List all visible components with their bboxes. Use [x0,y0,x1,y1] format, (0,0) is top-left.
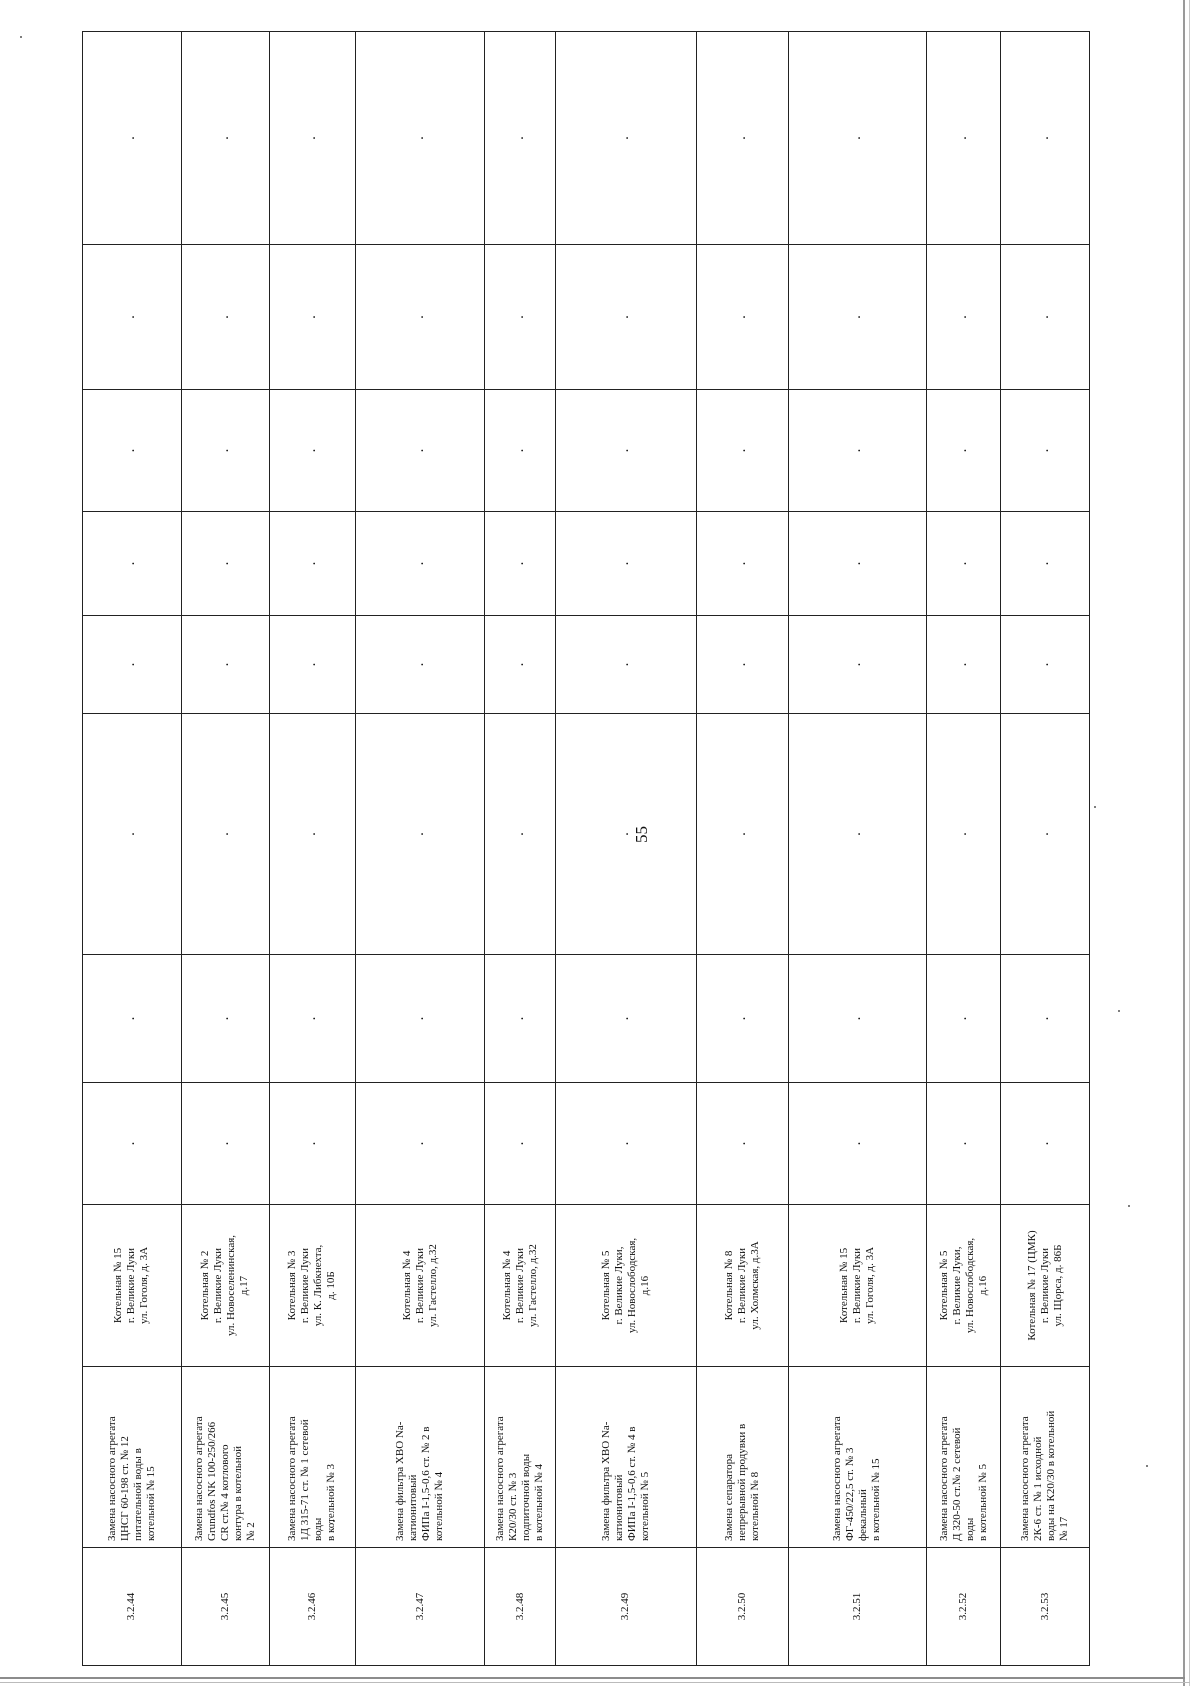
table-row [485,32,556,1666]
value-cell: . [788,390,926,512]
table-row [788,32,926,1666]
value-cell: . [1001,390,1090,512]
value-cell: . [181,616,269,714]
value-cell: . [83,714,182,955]
value-cell: . [269,512,356,616]
value-cell: . [83,955,182,1083]
row-number-cell: 3.2.52 [926,1548,1000,1666]
work-description-cell: Замена насосного агрегата 1Д 315-71 ст. № 1 сетевой воды в котельной № 3 [269,1367,356,1548]
value-cell: . [788,32,926,245]
scan-edge-bottom [0,1677,1185,1679]
value-cell: . [556,955,696,1083]
value-cell: . [83,1083,182,1205]
value-cell: . [556,512,696,616]
location-cell: Котельная № 3 г. Великие Луки ул. К. Либкнехта, д. 10Б [269,1205,356,1367]
page-number: 55 [632,826,651,843]
value-cell: . [1001,955,1090,1083]
value-cell: . [556,390,696,512]
value-cell: . [485,616,556,714]
location-cell: Котельная № 17 (ЦМК) г. Великие Луки ул. Щорса, д. 86Б [1001,1205,1090,1367]
value-cell: . [788,714,926,955]
value-cell: . [788,512,926,616]
value-cell: . [83,512,182,616]
row-number-cell: 3.2.44 [83,1548,182,1666]
value-cell: . [269,390,356,512]
work-description-cell: Замена фильтра ХВО Na- катионитовый ФИПа I-1,5-0,6 ст. № 2 в котельной № 4 [356,1367,485,1548]
row-number-cell: 3.2.46 [269,1548,356,1666]
value-cell: . [1001,616,1090,714]
value-cell: . [356,512,485,616]
scan-speck [1146,1465,1148,1467]
row-number-cell: 3.2.49 [556,1548,696,1666]
row-number-cell: 3.2.51 [788,1548,926,1666]
value-cell: . [269,955,356,1083]
value-cell: . [1001,512,1090,616]
location-cell: Котельная № 2 г. Великие Луки ул. Новоселенинская, д.17 [181,1205,269,1367]
scan-edge-bottom-secondary [0,1682,1190,1683]
value-cell: . [788,245,926,390]
table-row [269,32,356,1666]
work-description-cell: Замена сепаратора непрерывной продувки в котельной № 8 [696,1367,788,1548]
value-cell: . [556,616,696,714]
value-cell: . [696,245,788,390]
table-row [181,32,269,1666]
value-cell: . [485,714,556,955]
value-cell: . [356,390,485,512]
value-cell: . [181,1083,269,1205]
value-cell: . [269,616,356,714]
value-cell: . [356,955,485,1083]
value-cell: . [696,390,788,512]
value-cell: . [788,955,926,1083]
table-row [556,32,696,1666]
value-cell: . [696,1083,788,1205]
table-row [696,32,788,1666]
work-description-cell: Замена насосного агрегата 2К-6 ст. № 1 исходной воды на К20/30 в котельной № 17 [1001,1367,1090,1548]
work-description-cell: Замена насосного агрегата Grundfos NK 100-250/266 CR ст.№ 4 котлового контура в котельной № 2 [181,1367,269,1548]
location-cell: Котельная № 5 г. Великие Луки, ул. Новослободская, д.16 [556,1205,696,1367]
location-cell: Котельная № 8 г. Великие Луки ул. Холмская, д.3А [696,1205,788,1367]
value-cell: . [926,714,1000,955]
value-cell: . [83,32,182,245]
value-cell: . [1001,32,1090,245]
value-cell: . [696,616,788,714]
value-cell: . [926,1083,1000,1205]
value-cell: . [485,955,556,1083]
scan-edge-right [1183,0,1185,1686]
value-cell: . [556,1083,696,1205]
value-cell: . [696,955,788,1083]
table-row [926,32,1000,1666]
value-cell: . [485,512,556,616]
row-number-cell: 3.2.45 [181,1548,269,1666]
value-cell: . [181,714,269,955]
row-number-cell: 3.2.48 [485,1548,556,1666]
value-cell: . [1001,245,1090,390]
value-cell: . [926,955,1000,1083]
value-cell: . [356,714,485,955]
value-cell: . [485,390,556,512]
location-cell: Котельная № 4 г. Великие Луки ул. Гастелло, д.32 [485,1205,556,1367]
value-cell: . [485,32,556,245]
table-row [1001,32,1090,1666]
location-cell: Котельная № 5 г. Великие Луки, ул. Новослободская, д.16 [926,1205,1000,1367]
scan-speck [1118,1010,1120,1012]
location-cell: Котельная № 15 г. Великие Луки ул. Гоголя, д. 3А [83,1205,182,1367]
value-cell: . [269,245,356,390]
value-cell: . [269,1083,356,1205]
table-rotator [82,32,1090,1666]
value-cell: . [356,245,485,390]
value-cell: . [356,1083,485,1205]
value-cell: . [696,512,788,616]
row-number-cell: 3.2.47 [356,1548,485,1666]
scan-speck [1128,1205,1130,1207]
location-cell: Котельная № 4 г. Великие Луки ул. Гастелло, д.32 [356,1205,485,1367]
work-description-cell: Замена фильтра ХВО Na- катионитовый ФИПа I-1,5-0,6 ст. № 4 в котельной № 5 [556,1367,696,1548]
rotated-document-page [82,32,1090,1666]
value-cell: . [926,245,1000,390]
value-cell: . [926,512,1000,616]
scan-edge-right-secondary [1189,0,1190,1686]
value-cell: . [696,714,788,955]
value-cell: . [1001,1083,1090,1205]
value-cell: . [788,616,926,714]
value-cell: . [181,512,269,616]
value-cell: . [356,32,485,245]
value-cell: . [181,955,269,1083]
value-cell: . [556,245,696,390]
value-cell: . [926,32,1000,245]
row-number-cell: 3.2.53 [1001,1548,1090,1666]
table-row [356,32,485,1666]
value-cell: . [926,616,1000,714]
work-description-cell: Замена насосного агрегата ЦНСГ 60-198 ст. № 12 питательной воды в котельной № 15 [83,1367,182,1548]
value-cell: . [83,616,182,714]
value-cell: . [788,1083,926,1205]
value-cell: . [485,245,556,390]
scan-speck [1094,806,1096,808]
value-cell: . [556,714,696,955]
value-cell: . [926,390,1000,512]
value-cell: . [83,245,182,390]
data-table [82,31,1090,1666]
value-cell: . [181,32,269,245]
scan-speck [20,36,22,38]
value-cell: . [83,390,182,512]
row-number-cell: 3.2.50 [696,1548,788,1666]
value-cell: . [696,32,788,245]
value-cell: . [1001,714,1090,955]
table-body [83,32,1090,1666]
value-cell: . [485,1083,556,1205]
table-row [83,32,182,1666]
work-description-cell: Замена насосного агрегата Д 320-50 ст.№ 2 сетевой воды в котельной № 5 [926,1367,1000,1548]
value-cell: . [181,245,269,390]
value-cell: . [356,616,485,714]
value-cell: . [269,714,356,955]
value-cell: . [556,32,696,245]
value-cell: . [181,390,269,512]
work-description-cell: Замена насосного агрегата ФГ-450/22,5 ст. № 3 фекальный в котельной № 15 [788,1367,926,1548]
location-cell: Котельная № 15 г. Великие Луки ул. Гоголя, д. 3А [788,1205,926,1367]
value-cell: . [269,32,356,245]
work-description-cell: Замена насосного агрегата К20/30 ст. № 3 подпиточной воды в котельной № 4 [485,1367,556,1548]
